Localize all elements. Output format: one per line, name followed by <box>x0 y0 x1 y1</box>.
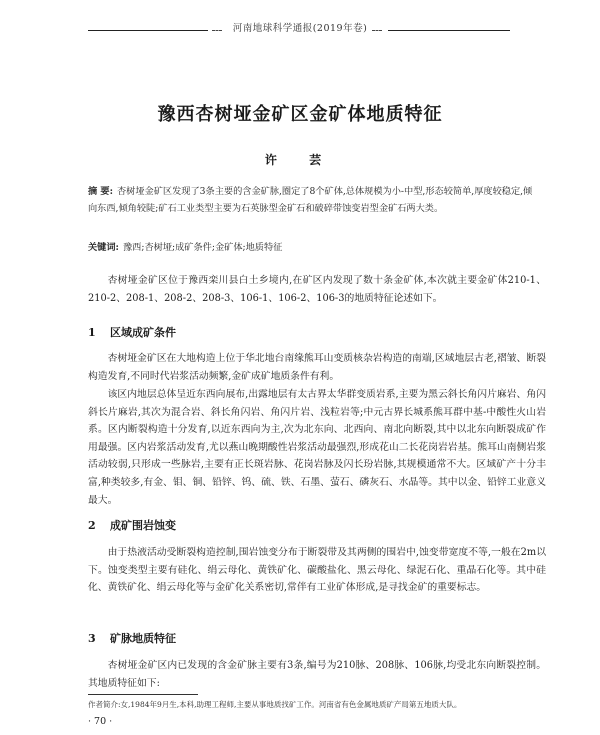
header-rule-right-dash <box>372 30 382 31</box>
abstract-label: 摘 要: <box>88 186 113 197</box>
section-heading <box>88 517 176 533</box>
footnote: 作者简介:女,1984年9月生,本科,助理工程师,主要从事地质找矿工作。河南省有色金属地质矿产局第五地质大队。 <box>88 700 462 709</box>
page-number: · 70 · <box>88 716 113 727</box>
author-name: 许 芸 <box>264 153 336 167</box>
section-heading <box>88 324 176 340</box>
body-paragraph: 由于热液活动受断裂构造控制,围岩蚀变分布于断裂带及其两侧的围岩中,蚀变带宽度不等,一般在2m以下。蚀变类型主要有硅化、绢云母化、黄铁矿化、碳酸盐化、黑云母化、绿泥石化、重晶石化等。其中硅化、黄铁矿化、绢云母化等与金矿化关系密切,常伴有工业矿体形成,是寻找金矿的重要标志。 <box>88 547 546 594</box>
abstract-text: 杏树垭金矿区发现了3条主要的含金矿脉,圈定了8个矿体,总体规模为小-中型,形态较简单,厚度较稳定,倾向东西,倾角较陡;矿石工业类型主要为石英脉型金矿石和破碎带蚀变岩型金矿石两大类。 <box>88 186 533 214</box>
keywords-text: 豫西;杏树垭;成矿条件;金矿体;地质特征 <box>122 242 283 253</box>
keywords <box>88 239 538 256</box>
body-paragraph: 杏树垭金矿区在大地构造上位于华北地台南缘熊耳山变质核杂岩构造的南端,区域地层古老,褶皱、断裂构造发育,不同时代岩浆活动频繁,金矿成矿地质条件有利。 <box>88 353 546 382</box>
paper-title: 豫西杏树垭金矿区金矿体地质特征 <box>157 104 443 125</box>
header-rule-right <box>388 30 510 31</box>
section-number: 3 <box>88 632 96 645</box>
section-title: 区域成矿条件 <box>110 326 176 339</box>
keywords-label: 关键词: <box>88 242 119 253</box>
intro-paragraph: 杏树垭金矿区位于豫西栾川县白土乡境内,在矿区内发现了数十条金矿体,本次就主要金矿体210-1、210-2、208-1、208-2、208-3、106-1、106-2、106-3的地质特征论述如下。 <box>88 275 546 304</box>
section-title: 成矿围岩蚀变 <box>110 519 176 532</box>
journal-header <box>0 18 600 40</box>
abstract <box>88 183 538 217</box>
journal-title: 河南地球科学通报(2019年卷) <box>232 23 368 34</box>
body-paragraph: 该区内地层总体呈近东西向展布,出露地层有太古界太华群变质岩系,主要为黑云斜长角闪片麻岩、角闪斜长片麻岩,其次为混合岩、斜长角闪岩、角闪片岩、浅粒岩等;中元古界长城系熊耳群中基-中酸性火山岩系。区内断裂构造十分发育,以近东西向为主,次为北东向、北西向、南北向断裂,其中以北东向断裂成矿作用最强。区内岩浆活动发育,尤以燕山晚期酸性岩浆活动最强烈,形成花山二长花岗岩岩基。熊耳山南侧岩浆活动较弱,只形成一些脉岩,主要有正长斑岩脉、花岗岩脉及闪长玢岩脉,其规模通常不大。区域矿产十分丰富,种类较多,有金、钼、铜、铅锌、钨、硫、铁、石墨、萤石、磷灰石、水晶等。其中以金、铅锌工业意义最大。 <box>88 389 546 506</box>
body-paragraph: 杏树垭金矿区内已发现的含金矿脉主要有3条,编号为210脉、208脉、106脉,均受北东向断裂控制。其地质特征如下: <box>88 660 546 689</box>
section-heading <box>88 630 176 646</box>
section-number: 1 <box>88 326 96 339</box>
section-number: 2 <box>88 519 96 532</box>
footnote-divider <box>88 694 198 695</box>
section-title: 矿脉地质特征 <box>110 632 176 645</box>
